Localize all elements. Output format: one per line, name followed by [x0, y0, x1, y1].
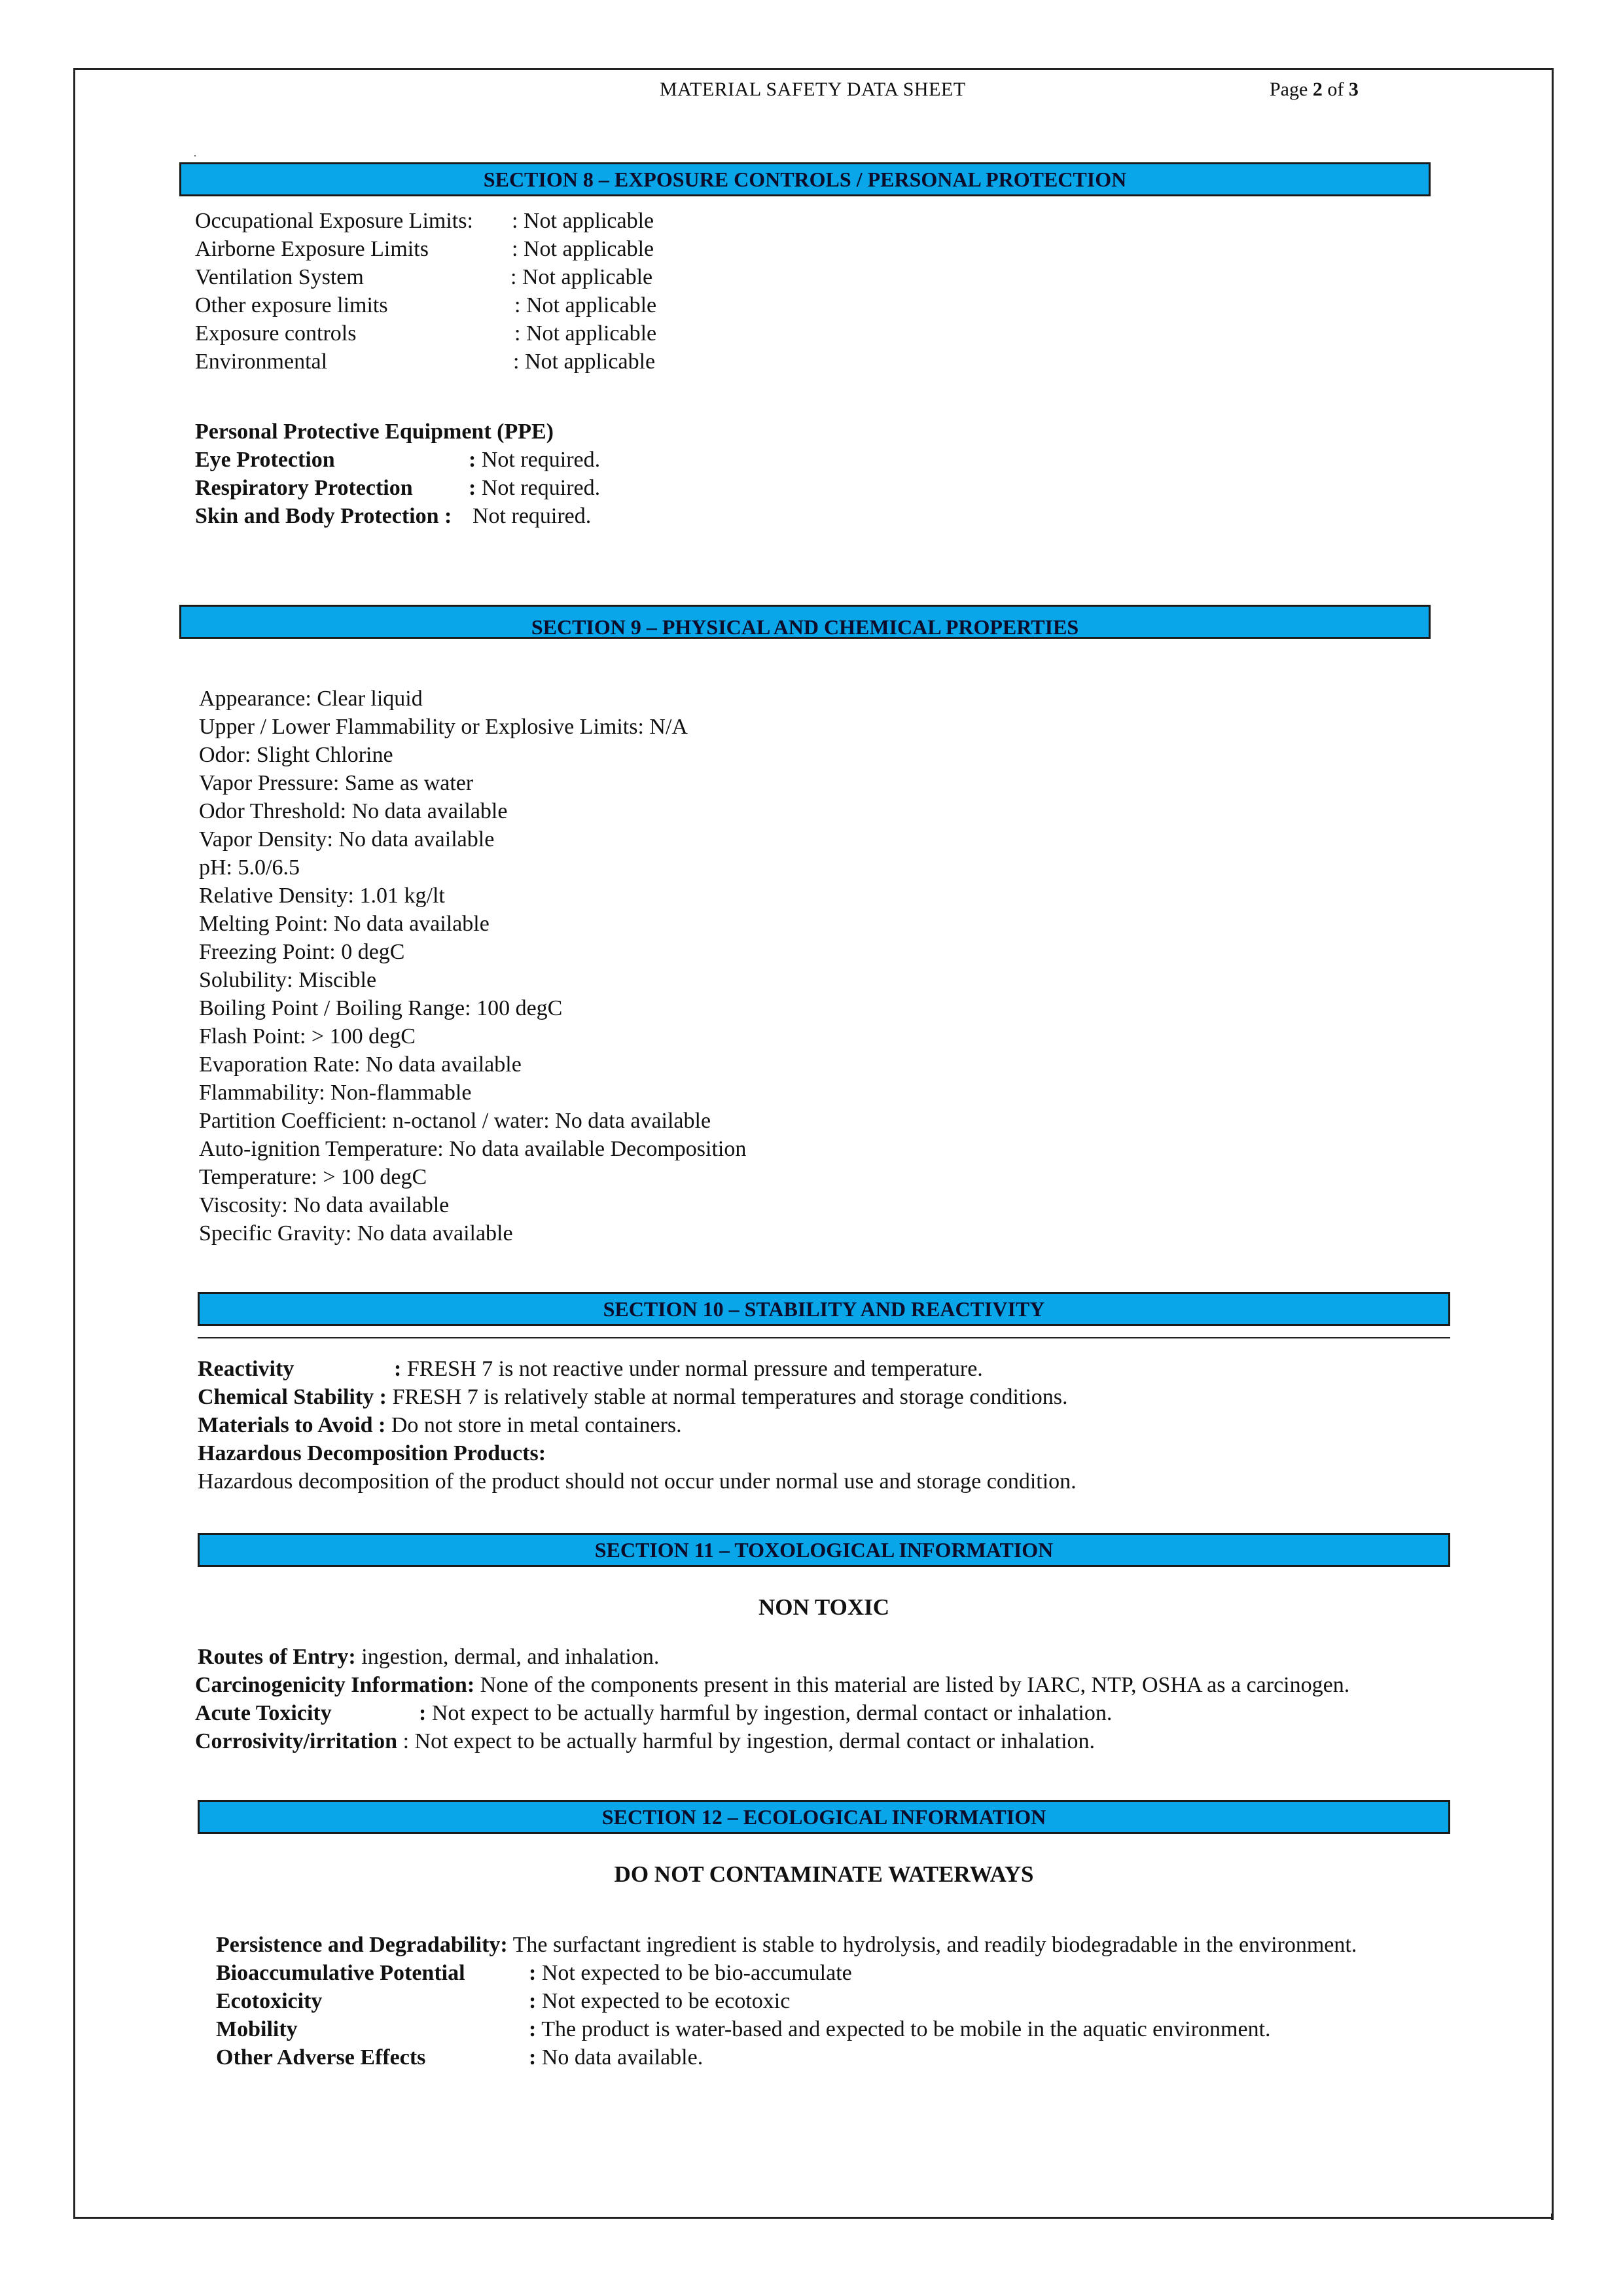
property-line: Flash Point: > 100 degC: [199, 1024, 416, 1049]
limit-value: : Not applicable: [513, 350, 656, 374]
eco-value: : No data available.: [529, 2045, 704, 2070]
property-line: Solubility: Miscible: [199, 968, 377, 992]
property-line: Relative Density: 1.01 kg/lt: [199, 884, 445, 908]
hazardous-decomposition-value: Hazardous decomposition of the product should not occur under normal use and storage condition.: [198, 1469, 1077, 1494]
section-12-subtitle: DO NOT CONTAMINATE WATERWAYS: [614, 1861, 1034, 1887]
section-11-header: SECTION 11 – TOXOLOGICAL INFORMATION: [198, 1533, 1450, 1567]
section-10-header: SECTION 10 – STABILITY AND REACTIVITY: [198, 1292, 1450, 1326]
corrosivity-line: Corrosivity/irritation : Not expect to be actually harmful by ingestion, dermal contact or inhalation.: [195, 1729, 1096, 1753]
page-number: Page 2 of 3: [1270, 79, 1359, 100]
property-line: pH: 5.0/6.5: [199, 855, 300, 880]
reactivity-value: : FRESH 7 is not reactive under normal pressure and temperature.: [394, 1357, 983, 1381]
ppe-label: Eye Protection: [195, 448, 335, 472]
materials-to-avoid-line: Materials to Avoid : Do not store in metal containers.: [198, 1413, 682, 1437]
carcinogenicity-line: Carcinogenicity Information: None of the components present in this material are listed by IARC, NTP, OSHA as a carcinogen.: [195, 1673, 1350, 1697]
section-10-divider: [198, 1337, 1450, 1338]
property-line: Boiling Point / Boiling Range: 100 degC: [199, 996, 563, 1020]
ppe-label: Skin and Body Protection :: [195, 504, 452, 528]
section-8-header: SECTION 8 – EXPOSURE CONTROLS / PERSONAL PROTECTION: [179, 162, 1431, 196]
section-12-header: SECTION 12 – ECOLOGICAL INFORMATION: [198, 1800, 1450, 1834]
limit-label: Exposure controls: [195, 321, 357, 346]
hazardous-decomposition-label: Hazardous Decomposition Products:: [198, 1441, 546, 1465]
property-line: Freezing Point: 0 degC: [199, 940, 405, 964]
ppe-value: : Not required.: [469, 476, 601, 500]
section-11-subtitle: NON TOXIC: [758, 1594, 889, 1620]
property-line: Upper / Lower Flammability or Explosive Limits: N/A: [199, 715, 688, 739]
property-line: Specific Gravity: No data available: [199, 1221, 513, 1246]
persistence-line: Persistence and Degradability: The surfactant ingredient is stable to hydrolysis, and readily biodegradable in the environment.: [216, 1933, 1357, 1957]
property-line: Auto-ignition Temperature: No data available Decomposition: [199, 1137, 747, 1161]
limit-label: Other exposure limits: [195, 293, 388, 317]
eco-label: Other Adverse Effects: [216, 2045, 426, 2070]
acute-toxicity-value: : Not expect to be actually harmful by ingestion, dermal contact or inhalation.: [419, 1701, 1113, 1725]
property-line: Viscosity: No data available: [199, 1193, 450, 1217]
property-line: Partition Coefficient: n-octanol / water: No data available: [199, 1109, 711, 1133]
property-line: Temperature: > 100 degC: [199, 1165, 427, 1189]
limit-label: Occupational Exposure Limits:: [195, 209, 473, 233]
eco-value: : Not expected to be bio-accumulate: [529, 1961, 852, 1985]
eco-label: Ecotoxicity: [216, 1989, 323, 2013]
eco-label: Mobility: [216, 2017, 298, 2041]
limit-label: Environmental: [195, 350, 328, 374]
limit-value: : Not applicable: [514, 293, 657, 317]
limit-value: : Not applicable: [510, 265, 653, 289]
document-title: MATERIAL SAFETY DATA SHEET: [660, 79, 966, 100]
acute-toxicity-label: Acute Toxicity: [195, 1701, 332, 1725]
property-line: Evaporation Rate: No data available: [199, 1052, 522, 1077]
ppe-heading: Personal Protective Equipment (PPE): [195, 420, 554, 444]
limit-label: Ventilation System: [195, 265, 364, 289]
limit-label: Airborne Exposure Limits: [195, 237, 429, 261]
limit-value: : Not applicable: [512, 237, 654, 261]
property-line: Vapor Pressure: Same as water: [199, 771, 474, 795]
ppe-value: : Not required.: [469, 448, 601, 472]
property-line: Flammability: Non-flammable: [199, 1081, 472, 1105]
stray-dot: .: [194, 148, 196, 159]
ppe-label: Respiratory Protection: [195, 476, 413, 500]
eco-value: : Not expected to be ecotoxic: [529, 1989, 791, 2013]
limit-value: : Not applicable: [512, 209, 654, 233]
property-line: Appearance: Clear liquid: [199, 687, 423, 711]
limit-value: : Not applicable: [514, 321, 657, 346]
section-9-header: SECTION 9 – PHYSICAL AND CHEMICAL PROPERTIES: [179, 605, 1431, 639]
property-line: Odor: Slight Chlorine: [199, 743, 393, 767]
property-line: Melting Point: No data available: [199, 912, 490, 936]
eco-label: Bioaccumulative Potential: [216, 1961, 465, 1985]
routes-of-entry-line: Routes of Entry: ingestion, dermal, and inhalation.: [198, 1645, 660, 1669]
property-line: Vapor Density: No data available: [199, 827, 495, 852]
frame-corner-mark: [1551, 2214, 1554, 2220]
reactivity-label: Reactivity: [198, 1357, 294, 1381]
ppe-value: Not required.: [473, 504, 592, 528]
eco-value: : The product is water-based and expected to be mobile in the aquatic environment.: [529, 2017, 1271, 2041]
stability-line: Chemical Stability : FRESH 7 is relatively stable at normal temperatures and storage conditions.: [198, 1385, 1068, 1409]
property-line: Odor Threshold: No data available: [199, 799, 508, 823]
